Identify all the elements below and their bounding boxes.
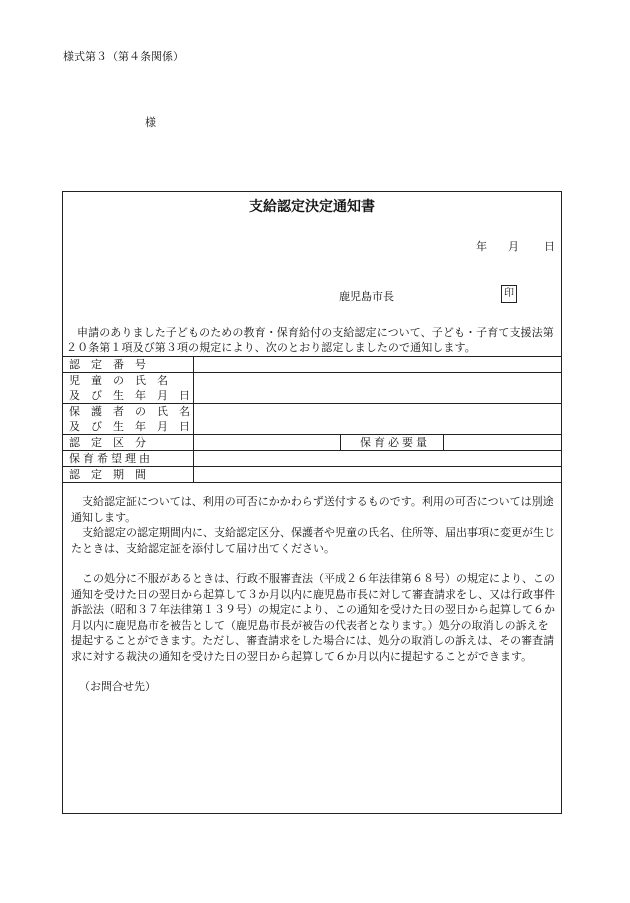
label-care-reason: 保育希望理由 [63,451,194,467]
label-child-name: 児 童 の 氏 名 [69,374,168,387]
note-paragraph: 支給認定証については、利用の可否にかかわらず送付するものです。利用の可否については別途通知します。 [71,495,554,524]
label-category: 認 定 区 分 [63,435,194,451]
notes-section [71,494,557,695]
table-row [63,404,562,435]
value-period[interactable] [194,467,562,483]
label-guardian-birth: 及 び 生 年 月 日 [69,420,190,433]
document-title: 支給認定決定通知書 [249,199,375,215]
intro-text: 申請のありました子どものための教育・保育給付の支給認定について、子ども・子育て支援法第２０条第１項及び第３項の規定により、次のとおり認定しましたので通知します。 [66,326,554,354]
label-care-need: 保育必要量 [341,435,444,451]
value-child[interactable] [194,373,562,404]
addressee-honorific: 様 [145,116,156,129]
label-cert-number: 認 定 番 号 [63,357,194,373]
certification-table [62,356,562,483]
value-care-need[interactable] [444,435,562,451]
value-care-reason[interactable] [194,451,562,467]
note-paragraph: 支給認定の認定期間内に、支給認定区分、保護者や児童の氏名、住所等、届出事項に変更が生じたときは、支給認定証を添付して届け出てください。 [71,526,555,555]
note-paragraph: この処分に不服があるときは、行政不服審査法（平成２６年法律第６８号）の規定により、この通知を受けた日の翌日から起算して３か月以内に鹿児島市長に対して審査請求をし、又は行政事件訴訟法（昭和３７年法律第１３９号）の規定により、この通知を受けた日の翌日から起算して６か月以内に鹿児島市を被告として（鹿児島市長が被告の代表者となります。）処分の取消しの訴えを提起することができます。ただし、審査請求をした場合には、処分の取消しの訴えは、その審査請求に対する裁決の通知を受けた日の翌日から起算して６か月以内に提起することができます。 [71,572,555,663]
label-guardian-name: 保 護 者 の 氏 名 [69,405,190,418]
value-category[interactable] [194,435,341,451]
date-month-label: 月 [508,240,519,253]
table-row [63,357,562,373]
contact-label: （お問合せ先） [79,680,156,693]
table-row [63,373,562,404]
table-row [63,467,562,483]
label-guardian [63,404,194,435]
date-day-label: 日 [544,240,555,253]
table-row [63,451,562,467]
date-year-label: 年 [476,240,487,253]
value-guardian[interactable] [194,404,562,435]
issuer-name: 鹿児島市長 [339,290,394,303]
intro-paragraph [66,325,558,355]
form-number-label: 様式第３（第４条関係） [63,50,184,63]
label-child-birth: 及 び 生 年 月 日 [69,389,190,402]
seal-box: 印 [501,285,517,303]
label-child [63,373,194,404]
table-row [63,435,562,451]
value-cert-number[interactable] [194,357,562,373]
label-period: 認 定 期 間 [63,467,194,483]
